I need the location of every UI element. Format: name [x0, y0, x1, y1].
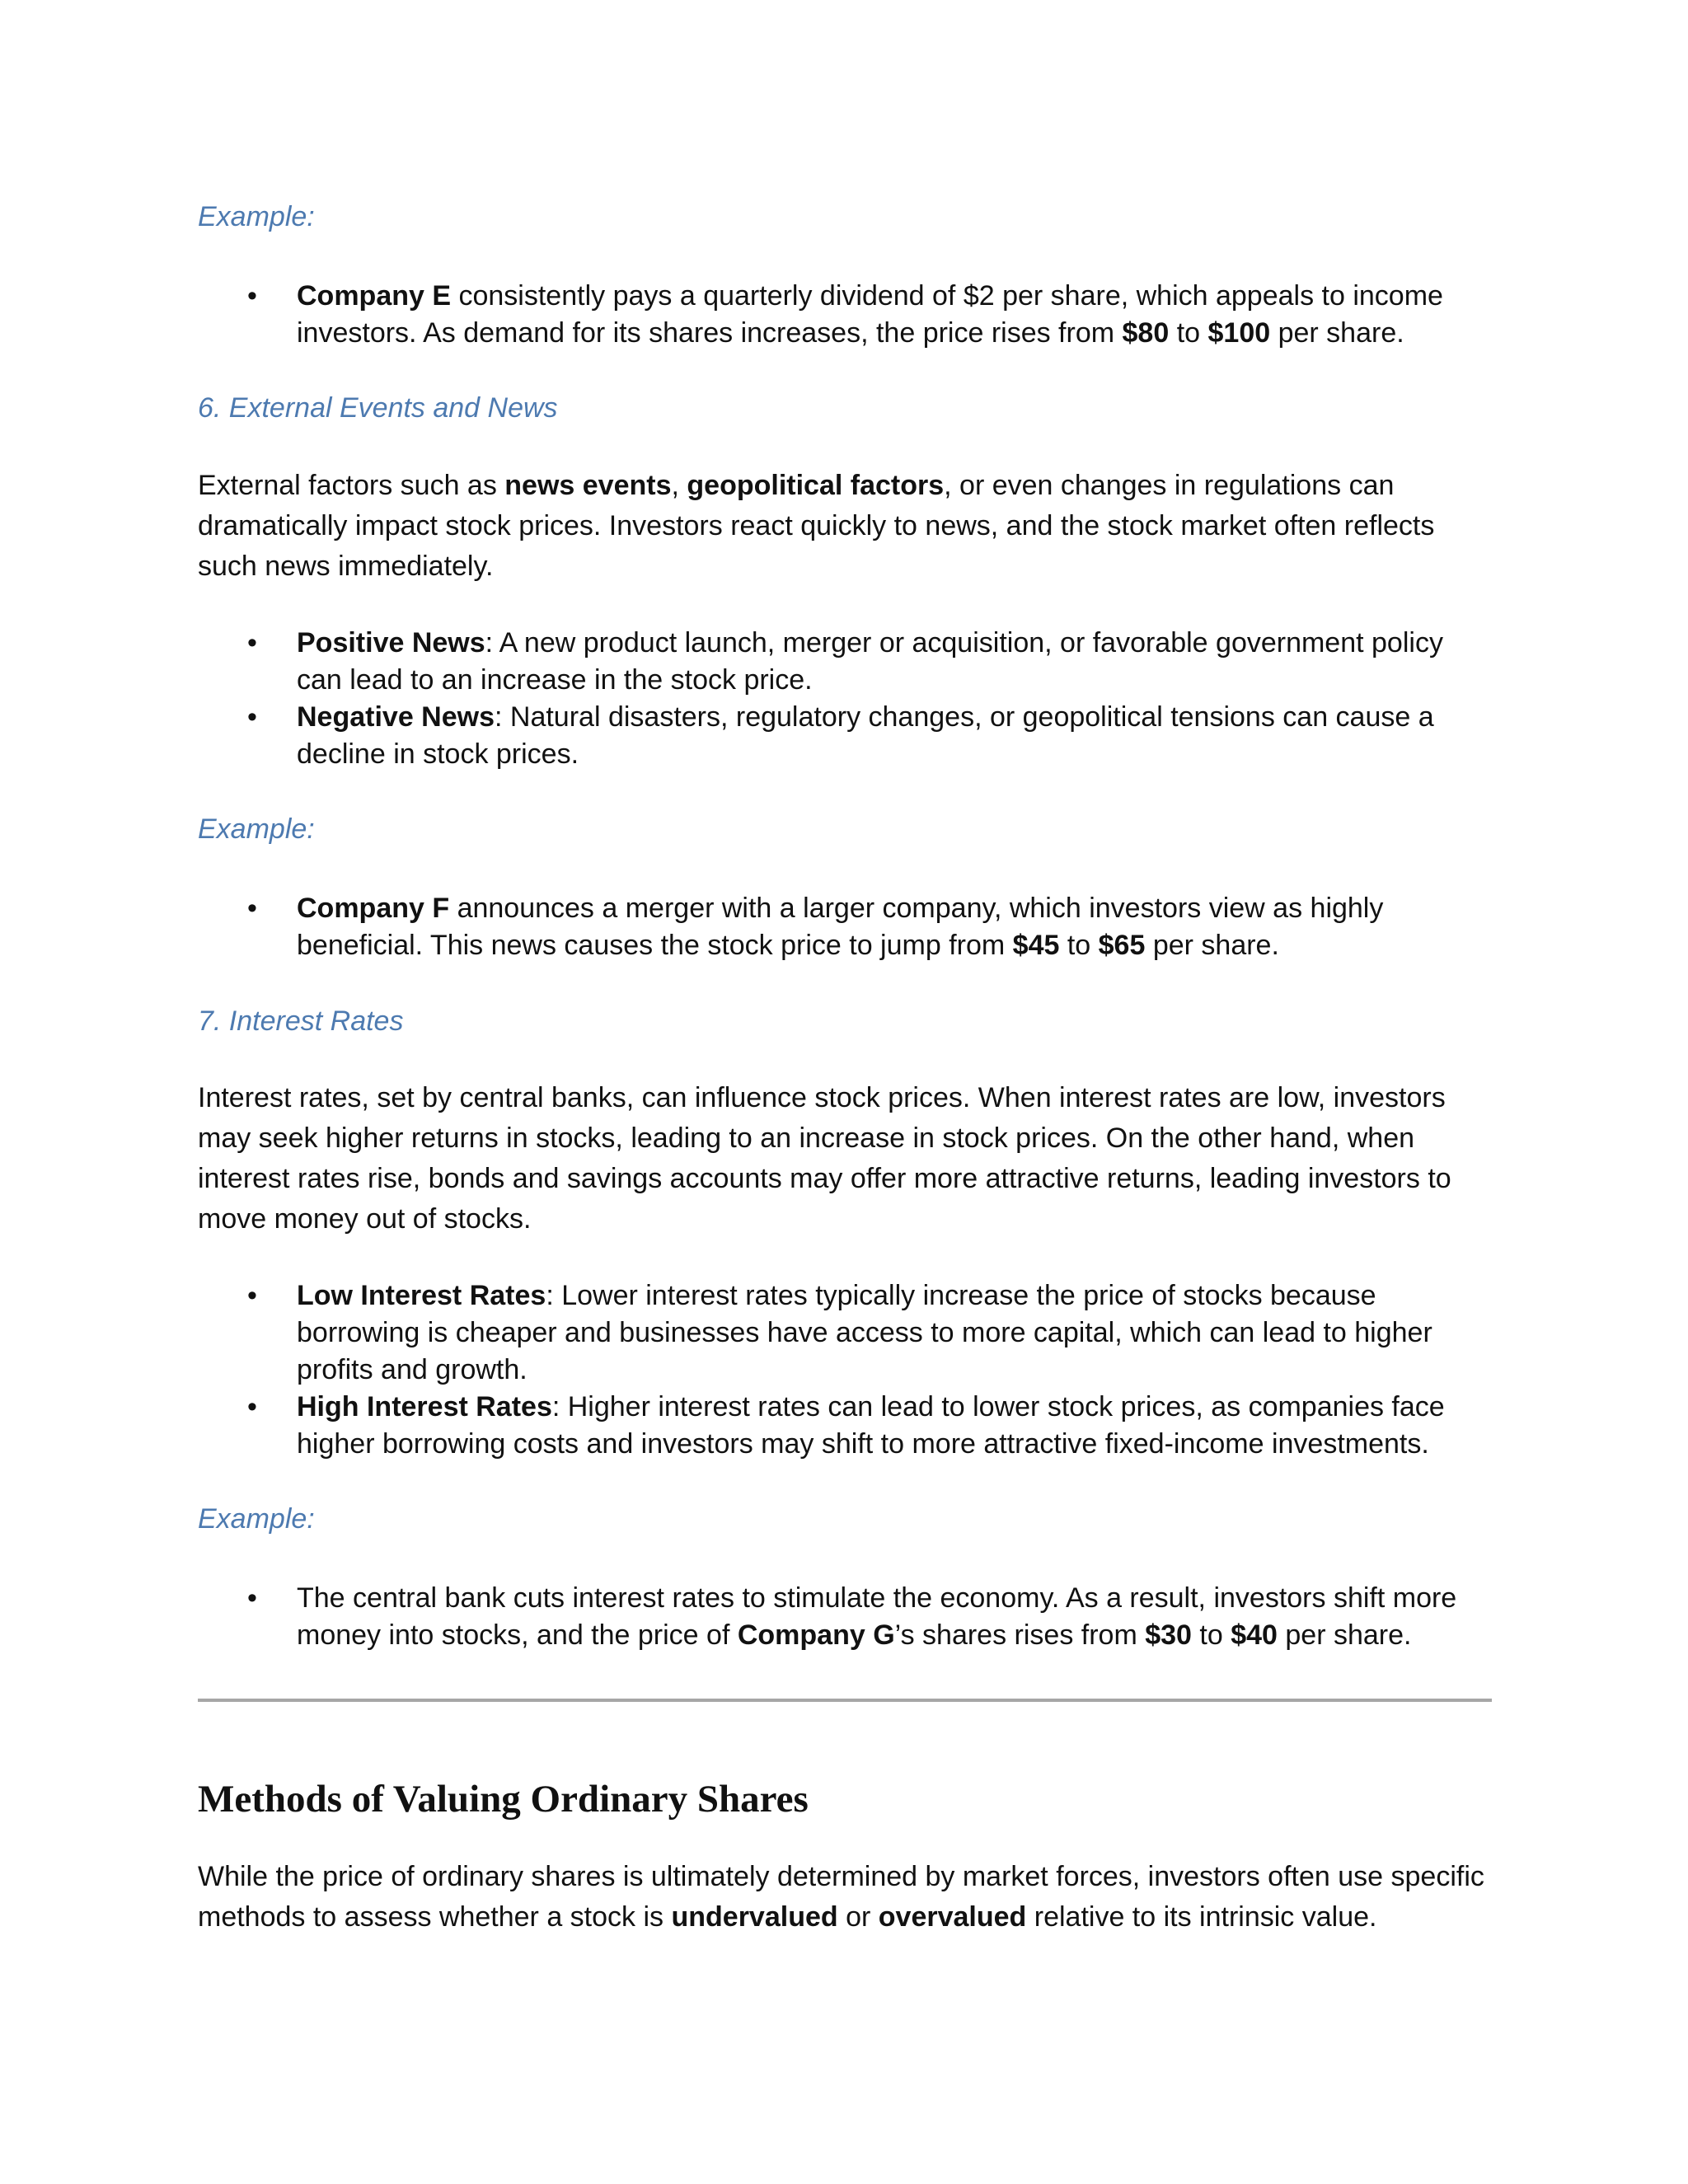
text-run: ’s shares rises from — [894, 1619, 1146, 1651]
paragraph: Interest rates, set by central banks, can influence stock prices. When interest rates are low, investors may seek higher returns in stocks, leading to an increase in stock prices. On the other hand, when interest rates rise, bonds and savings accounts may offer more attractive returns, leading investors to move money out of stocks. — [198, 1082, 1451, 1235]
bold-term: Company E — [297, 280, 452, 312]
section-title: Methods of Valuing Ordinary Shares — [198, 1778, 809, 1821]
bold-term: High Interest Rates — [297, 1391, 552, 1422]
bold-term: overvalued — [878, 1901, 1027, 1933]
bold-term: Company F — [297, 893, 450, 924]
text-run: consistently pays a quarterly dividend of $2 per share, which appeals to income investors. As demand for its shares increases, the price rises from — [297, 280, 1443, 349]
text-run: The central bank cuts interest rates to stimulate the economy. As a result, investors shift more money into stocks, and the price of — [297, 1582, 1457, 1651]
text-run: per share. — [1145, 930, 1279, 961]
bold-value: $65 — [1098, 930, 1146, 961]
text-run: : A new product launch, merger or acquisition, or favorable government policy can lead to an increase in the stock price. — [297, 627, 1443, 696]
text-run: : Higher interest rates can lead to lower stock prices, as companies face higher borrowing costs and investors may shift to more attractive fixed-income investments. — [297, 1391, 1445, 1460]
example-label: Example: — [198, 813, 315, 845]
bold-term: undervalued — [671, 1901, 838, 1933]
section-heading: 6. External Events and News — [198, 392, 558, 424]
example-label: Example: — [198, 201, 315, 232]
bullet-icon: • — [247, 893, 257, 924]
bold-value: $30 — [1145, 1619, 1192, 1651]
bold-term: Company G — [737, 1619, 895, 1651]
text-run: : Lower interest rates typically increase the price of stocks because borrowing is cheaper and businesses have access to more capital, which can lead to higher profits and growth. — [297, 1280, 1432, 1385]
paragraph — [198, 466, 1492, 587]
text-run: per share. — [1270, 317, 1404, 349]
text-run: per share. — [1277, 1619, 1412, 1651]
bold-value: $45 — [1012, 930, 1060, 961]
bullet-text — [297, 1389, 1492, 1463]
bullet-icon: • — [247, 1391, 257, 1422]
list-item — [247, 1277, 1492, 1389]
bold-term: Positive News — [297, 627, 485, 658]
text-run: , — [671, 470, 687, 501]
section-heading: 7. Interest Rates — [198, 1005, 404, 1037]
bold-value: $80 — [1122, 317, 1170, 349]
bold-term: geopolitical factors — [687, 470, 945, 501]
bold-value: $100 — [1207, 317, 1271, 349]
list-item — [247, 278, 1492, 352]
bullet-text — [297, 890, 1492, 964]
bullet-icon: • — [247, 1280, 257, 1311]
bullet-text — [297, 625, 1492, 699]
text-run: or — [837, 1901, 879, 1933]
text-run: : Natural disasters, regulatory changes, or geopolitical tensions can cause a decline in stock prices. — [297, 701, 1434, 770]
bullet-icon: • — [247, 701, 257, 733]
text-run: announces a merger with a larger company, which investors view as highly beneficial. This news causes the stock price to jump from — [297, 893, 1384, 961]
bullet-text — [297, 1580, 1492, 1654]
bold-term: Negative News — [297, 701, 495, 733]
list-item — [247, 1389, 1492, 1463]
example-label: Example: — [198, 1503, 315, 1535]
bold-term: Low Interest Rates — [297, 1280, 546, 1311]
bullet-icon: • — [247, 627, 257, 658]
bullet-text — [297, 1277, 1492, 1389]
text-run: External factors such as — [198, 470, 505, 501]
text-run: While the price of ordinary shares is ultimately determined by market forces, investors often use specific methods to assess whether a stock is — [198, 1861, 1484, 1933]
bullet-text — [297, 278, 1492, 352]
text-run: to — [1169, 317, 1208, 349]
horizontal-divider — [198, 1699, 1492, 1702]
text-run: , or even changes in regulations can dramatically impact stock prices. Investors react quickly to news, and the stock market often reflects such news immediately. — [198, 470, 1435, 582]
bullet-icon: • — [247, 1582, 257, 1614]
bullet-icon: • — [247, 280, 257, 312]
list-item — [247, 1580, 1492, 1654]
bold-value: $40 — [1231, 1619, 1278, 1651]
paragraph — [198, 1857, 1492, 1938]
text-run: to — [1191, 1619, 1231, 1651]
text-run: relative to its intrinsic value. — [1026, 1901, 1377, 1933]
text-run: to — [1059, 930, 1099, 961]
list-item — [247, 699, 1492, 773]
bold-term: news events — [504, 470, 672, 501]
list-item — [247, 625, 1492, 699]
bullet-text — [297, 699, 1492, 773]
list-item — [247, 890, 1492, 964]
